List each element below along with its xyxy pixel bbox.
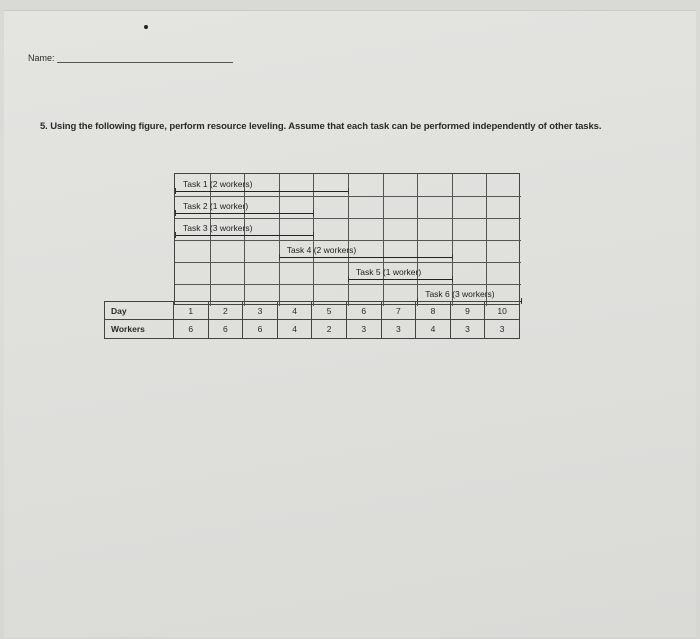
grid-row-line [175,196,521,197]
workers-cell: 6 [209,320,244,339]
workers-cell: 4 [278,320,313,339]
gantt-grid [174,173,520,305]
task-bar-end-tick [452,254,453,260]
day-row [104,301,520,320]
name-field-row [28,52,233,63]
workers-cell: 6 [243,320,278,339]
gantt-chart [104,173,520,349]
task-bar-end-tick [175,232,176,238]
day-cell: 4 [278,301,313,320]
workers-cell: 3 [485,320,520,339]
task-label: Task 4 (2 workers) [286,245,357,255]
day-cell: 1 [174,301,209,320]
task-bar-end-tick [521,298,522,304]
workers-cell: 3 [382,320,417,339]
day-cell: 6 [347,301,382,320]
task-bar-end-tick [313,210,314,216]
task-bar [175,213,313,214]
workers-cell: 3 [451,320,486,339]
task-bar-end-tick [279,254,280,260]
workers-cell: 6 [174,320,209,339]
grid-row-line [175,240,521,241]
task-bar-end-tick [348,188,349,194]
workers-cell: 2 [312,320,347,339]
workers-row-label: Workers [104,320,174,339]
workers-cell: 3 [347,320,382,339]
task-bar [175,235,313,236]
day-cell: 3 [243,301,278,320]
task-label: Task 1 (2 workers) [183,179,253,189]
task-bar-end-tick [348,276,349,282]
workers-cell: 4 [416,320,451,339]
day-cell: 5 [312,301,347,320]
grid-row-line [175,218,521,219]
task-bar-end-tick [452,276,453,282]
day-cell: 2 [209,301,244,320]
task-bar-end-tick [175,210,176,216]
ink-dot [144,25,148,29]
question-text: 5. Using the following figure, perform resource leveling. Assume that each task can be performed independently of other tasks. [40,121,602,132]
name-blank-line[interactable] [57,52,233,63]
task-label: Task 3 (3 workers) [183,223,253,233]
grid-row-line [175,284,521,285]
task-bar-end-tick [313,232,314,238]
grid-row-line [175,262,521,263]
name-label: Name: [28,53,55,63]
workers-row [104,320,520,339]
worksheet-page [4,10,696,637]
task-bar [348,279,452,280]
task-label: Task 5 (1 worker) [356,267,422,277]
day-cell: 9 [451,301,486,320]
day-row-label: Day [104,301,174,320]
task-bar [279,257,452,258]
task-label: Task 2 (1 worker) [183,201,249,211]
task-bar [175,191,348,192]
day-cell: 8 [416,301,451,320]
task-bar-end-tick [175,188,176,194]
day-cell: 10 [485,301,520,320]
day-cell: 7 [382,301,417,320]
task-label: Task 6 (3 workers) [425,289,495,299]
